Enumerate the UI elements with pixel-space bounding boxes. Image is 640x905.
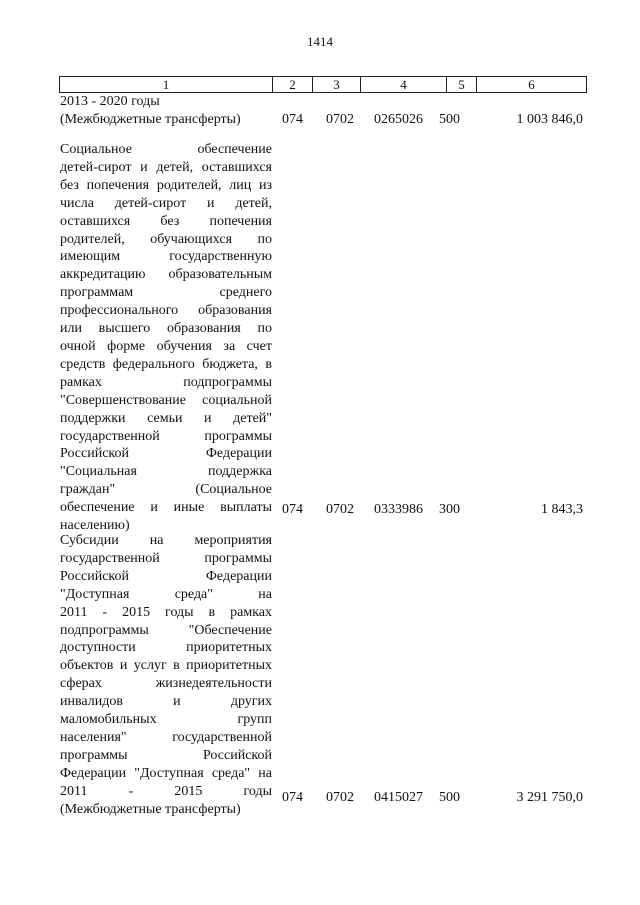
- desc-line: Субсидии на мероприятия: [60, 533, 272, 548]
- desc-line: граждан" (Социальное: [60, 482, 272, 498]
- row-values: [60, 789, 587, 807]
- desc-line: сферах жизнедеятельности: [60, 676, 272, 692]
- desc-line: профессионального образования: [60, 303, 272, 319]
- header-col-3: 3: [313, 77, 361, 92]
- row-values: [60, 501, 587, 519]
- desc-line: 2013 - 2020 годы: [60, 94, 160, 109]
- desc-line: оставшихся без попечения: [60, 213, 272, 229]
- desc-line: средств федерального бюджета, в: [60, 356, 272, 372]
- cell-col-2: 074: [282, 502, 303, 517]
- desc-line: детей-сирот и детей, оставшихся: [60, 159, 272, 175]
- cell-col-3: 0702: [326, 112, 354, 127]
- desc-line: государственной программы: [60, 428, 272, 444]
- table-row: [60, 532, 587, 822]
- desc-line: Социальное обеспечение: [60, 142, 272, 157]
- desc-line: числа детей-сирот и детей,: [60, 195, 272, 211]
- desc-line: имеющим государственную: [60, 249, 272, 265]
- desc-line: Российской Федерации: [60, 568, 272, 584]
- cell-col-3: 0702: [326, 502, 354, 517]
- desc-line: родителей, обучающихся по: [60, 231, 272, 247]
- desc-line: (Межбюджетные трансферты): [60, 801, 241, 817]
- desc-line: 2011 - 2015 годы в рамках: [60, 604, 272, 620]
- cell-col-5: 500: [439, 112, 460, 127]
- header-col-1: 1: [60, 77, 273, 92]
- desc-line: "Социальная поддержка: [60, 464, 272, 480]
- row-description: [60, 141, 272, 535]
- cell-col-4: 0265026: [374, 112, 423, 127]
- desc-line: населения" государственной: [60, 729, 272, 745]
- desc-line: "Совершенствование социальной: [60, 392, 272, 408]
- header-col-5: 5: [447, 77, 477, 92]
- desc-line: населению): [60, 518, 130, 534]
- cell-col-4: 0333986: [374, 502, 423, 517]
- cell-col-5: 300: [439, 502, 460, 517]
- desc-line: Федерации "Доступная среда" на: [60, 765, 272, 781]
- header-col-6: 6: [528, 77, 535, 92]
- desc-line: "Доступная среда" на: [60, 586, 272, 602]
- desc-line: поддержки семьи и детей": [60, 410, 272, 426]
- desc-line: государственной программы: [60, 550, 272, 566]
- desc-line: подпрограммы "Обеспечение: [60, 622, 272, 638]
- table-row: [60, 141, 587, 537]
- desc-line: рамках подпрограммы: [60, 374, 272, 390]
- desc-line: без попечения родителей, лиц из: [60, 177, 272, 193]
- row-description: [60, 532, 272, 819]
- desc-line: инвалидов и других: [60, 694, 272, 710]
- page-number: 1414: [307, 34, 333, 49]
- cell-col-6: 1 843,3: [541, 502, 583, 517]
- cell-col-2: 074: [282, 112, 303, 127]
- row-values: [60, 111, 587, 129]
- table-row: [60, 93, 587, 129]
- desc-line: программы Российской: [60, 747, 272, 763]
- desc-line: Российской Федерации: [60, 446, 272, 462]
- cell-col-3: 0702: [326, 790, 354, 805]
- desc-line: обеспечение и иные выплаты: [60, 500, 272, 516]
- cell-col-6: 1 003 846,0: [516, 112, 583, 127]
- desc-line: объектов и услуг в приоритетных: [60, 658, 272, 674]
- table-header: [59, 76, 587, 93]
- desc-line: или высшего образования по: [60, 321, 272, 337]
- cell-col-5: 500: [439, 790, 460, 805]
- desc-line: аккредитацию образовательным: [60, 267, 272, 283]
- cell-col-6: 3 291 750,0: [516, 790, 583, 805]
- cell-col-4: 0415027: [374, 790, 423, 805]
- desc-line: очной форме обучения за счет: [60, 338, 272, 354]
- desc-line: маломобильных групп: [60, 712, 272, 728]
- desc-line: доступности приоритетных: [60, 640, 272, 656]
- desc-line: программам среднего: [60, 285, 272, 301]
- desc-line: 2011 - 2015 годы: [60, 783, 272, 799]
- cell-col-2: 074: [282, 790, 303, 805]
- header-col-2: 2: [273, 77, 313, 92]
- desc-line: (Межбюджетные трансферты): [60, 111, 241, 127]
- header-col-4: 4: [361, 77, 447, 92]
